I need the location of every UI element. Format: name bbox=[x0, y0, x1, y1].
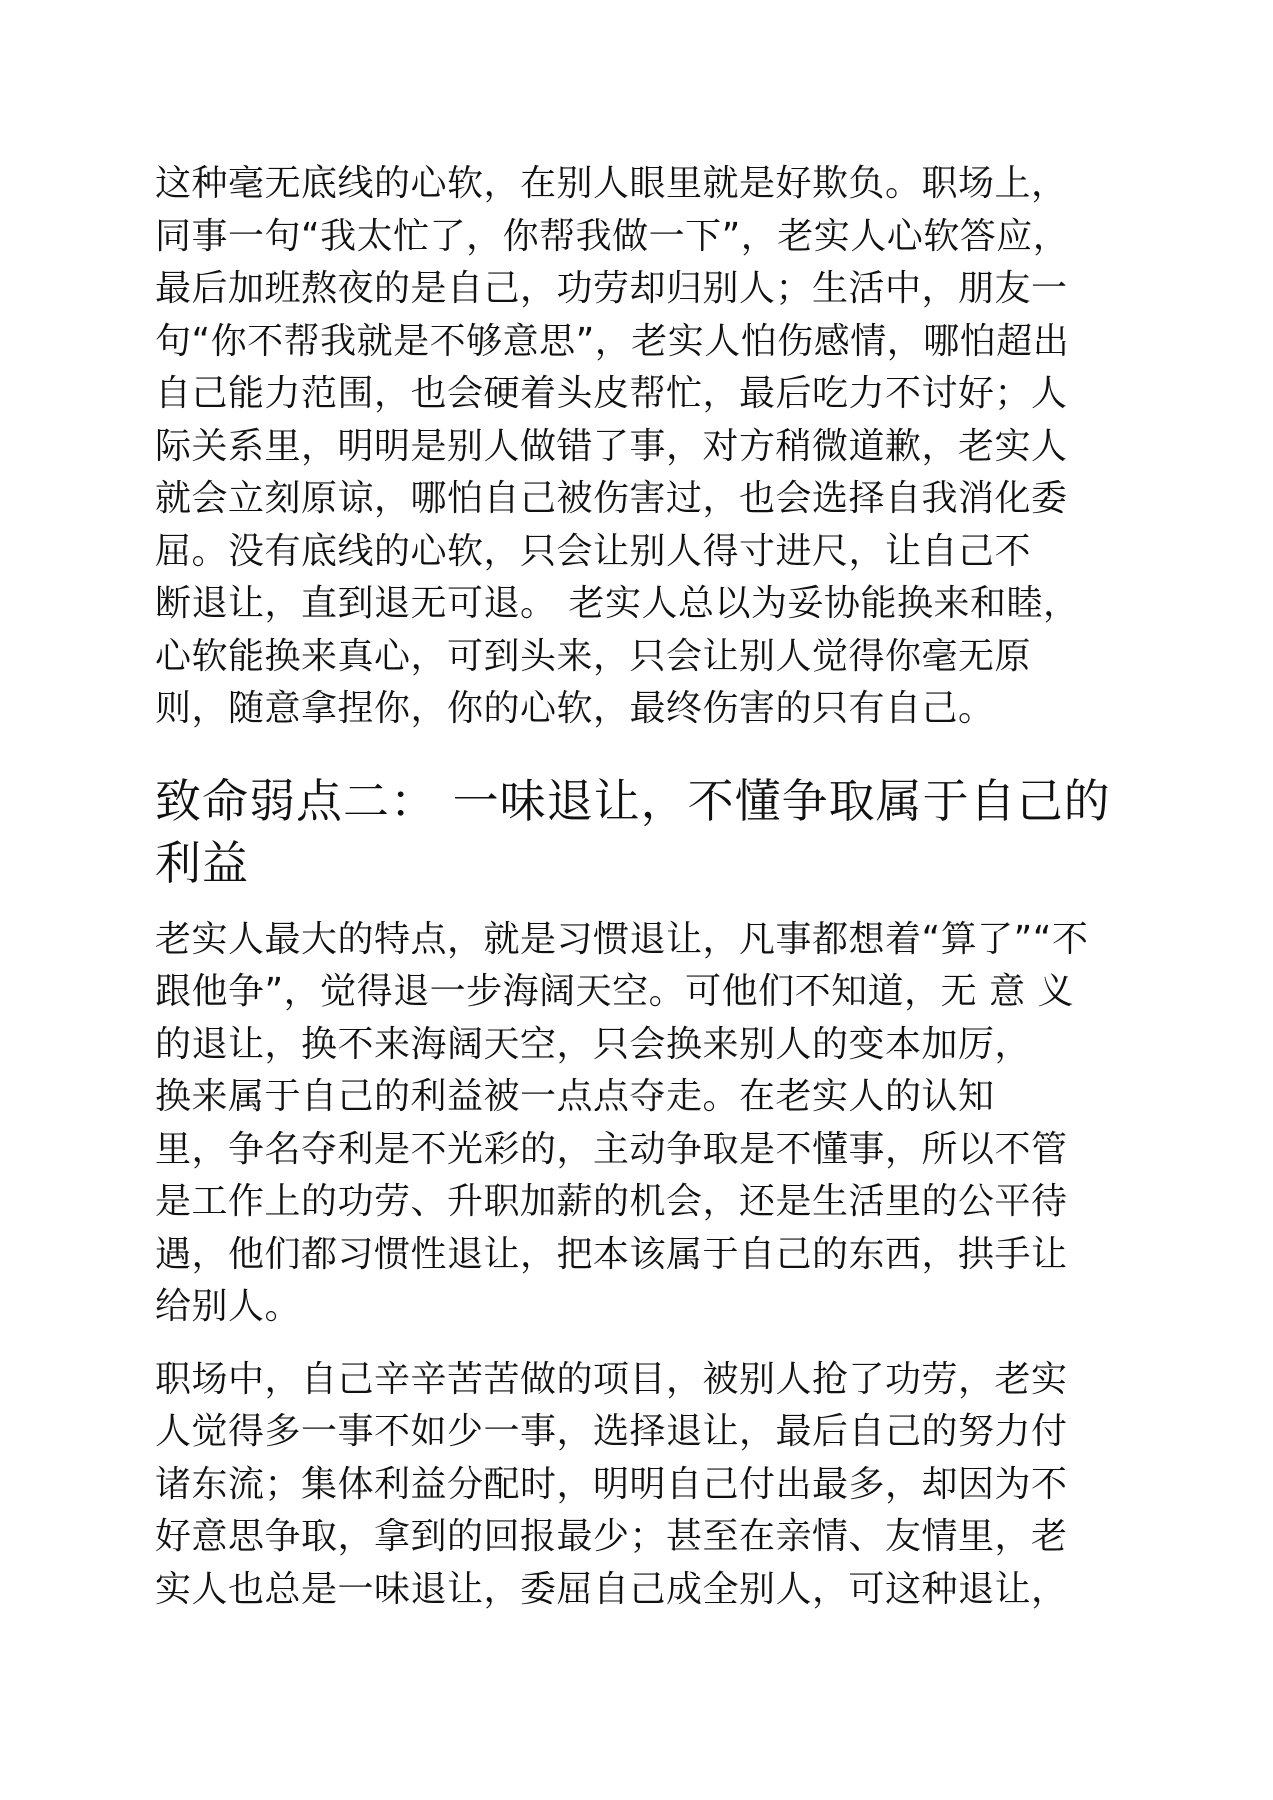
text-line: 屈。没有底线的心软，只会让别人得寸进尺，让自己不 bbox=[155, 530, 1032, 572]
text-line: 这种毫无底线的心软，在别人眼里就是好欺负。职场上， bbox=[155, 163, 1068, 204]
article-body bbox=[155, 158, 1125, 1616]
paragraph-3 bbox=[155, 1354, 1125, 1617]
text-line: 同事一句“我太忙了，你帮我做一下”，老实人心软答应， bbox=[155, 215, 1070, 257]
text-line: 老实人最大的特点，就是习惯退让，凡事都想着“算了”“不 bbox=[155, 918, 1089, 960]
text-line: 跟他争”，觉得退一步海阔天空。可他们不知道，无 意 义 bbox=[155, 971, 1075, 1012]
text-line: 职场中，自己辛辛苦苦做的项目，被别人抢了功劳，老实 bbox=[155, 1358, 1068, 1400]
paragraph-2 bbox=[155, 914, 1125, 1334]
text-line: 则，随意拿捏你，你的心软，最终伤害的只有自己。 bbox=[155, 688, 995, 729]
heading-line: 利益 bbox=[155, 835, 249, 890]
text-line: 人觉得多一事不如少一事，选择退让，最后自己的努力付 bbox=[155, 1411, 1068, 1452]
text-line: 好意思争取，拿到的回报最少；甚至在亲情、友情里，老 bbox=[155, 1516, 1068, 1557]
text-line: 际关系里，明明是别人做错了事，对方稍微道歉，老实人 bbox=[155, 425, 1068, 467]
text-line: 给别人。 bbox=[155, 1286, 302, 1327]
text-line: 是工作上的功劳、升职加薪的机会，还是生活里的公平待 bbox=[155, 1181, 1068, 1222]
text-line: 诸东流；集体利益分配时，明明自己付出最多，却因为不 bbox=[155, 1463, 1068, 1505]
text-line: 里，争名夺利是不光彩的，主动争取是不懂事，所以不管 bbox=[155, 1128, 1068, 1170]
text-line: 自己能力范围，也会硬着头皮帮忙，最后吃力不讨好；人 bbox=[155, 373, 1068, 414]
text-line: 句“你不帮我就是不够意思”，老实人怕伤感情，哪怕超出 bbox=[155, 320, 1070, 362]
heading-line: 致命弱点二： 一味退让，不懂争取属于自己的 bbox=[155, 773, 1111, 828]
text-line: 就会立刻原谅，哪怕自己被伤害过，也会选择自我消化委 bbox=[155, 478, 1068, 519]
paragraph-1 bbox=[155, 158, 1125, 736]
text-line: 换来属于自己的利益被一点点夺走。在老实人的认知 bbox=[155, 1076, 995, 1117]
section-heading bbox=[155, 770, 1125, 894]
text-line: 遇，他们都习惯性退让，把本该属于自己的东西，拱手让 bbox=[155, 1233, 1068, 1275]
text-line: 心软能换来真心，可到头来，只会让别人觉得你毫无原 bbox=[155, 635, 1032, 677]
text-line: 最后加班熬夜的是自己，功劳却归别人；生活中，朋友一 bbox=[155, 268, 1068, 309]
text-line: 断退让，直到退无可退。 老实人总以为妥协能换来和睦， bbox=[155, 583, 1080, 624]
text-line: 的退让，换不来海阔天空，只会换来别人的变本加厉， bbox=[155, 1023, 1032, 1065]
text-line: 实人也总是一味退让，委屈自己成全别人，可这种退让， bbox=[155, 1568, 1068, 1610]
